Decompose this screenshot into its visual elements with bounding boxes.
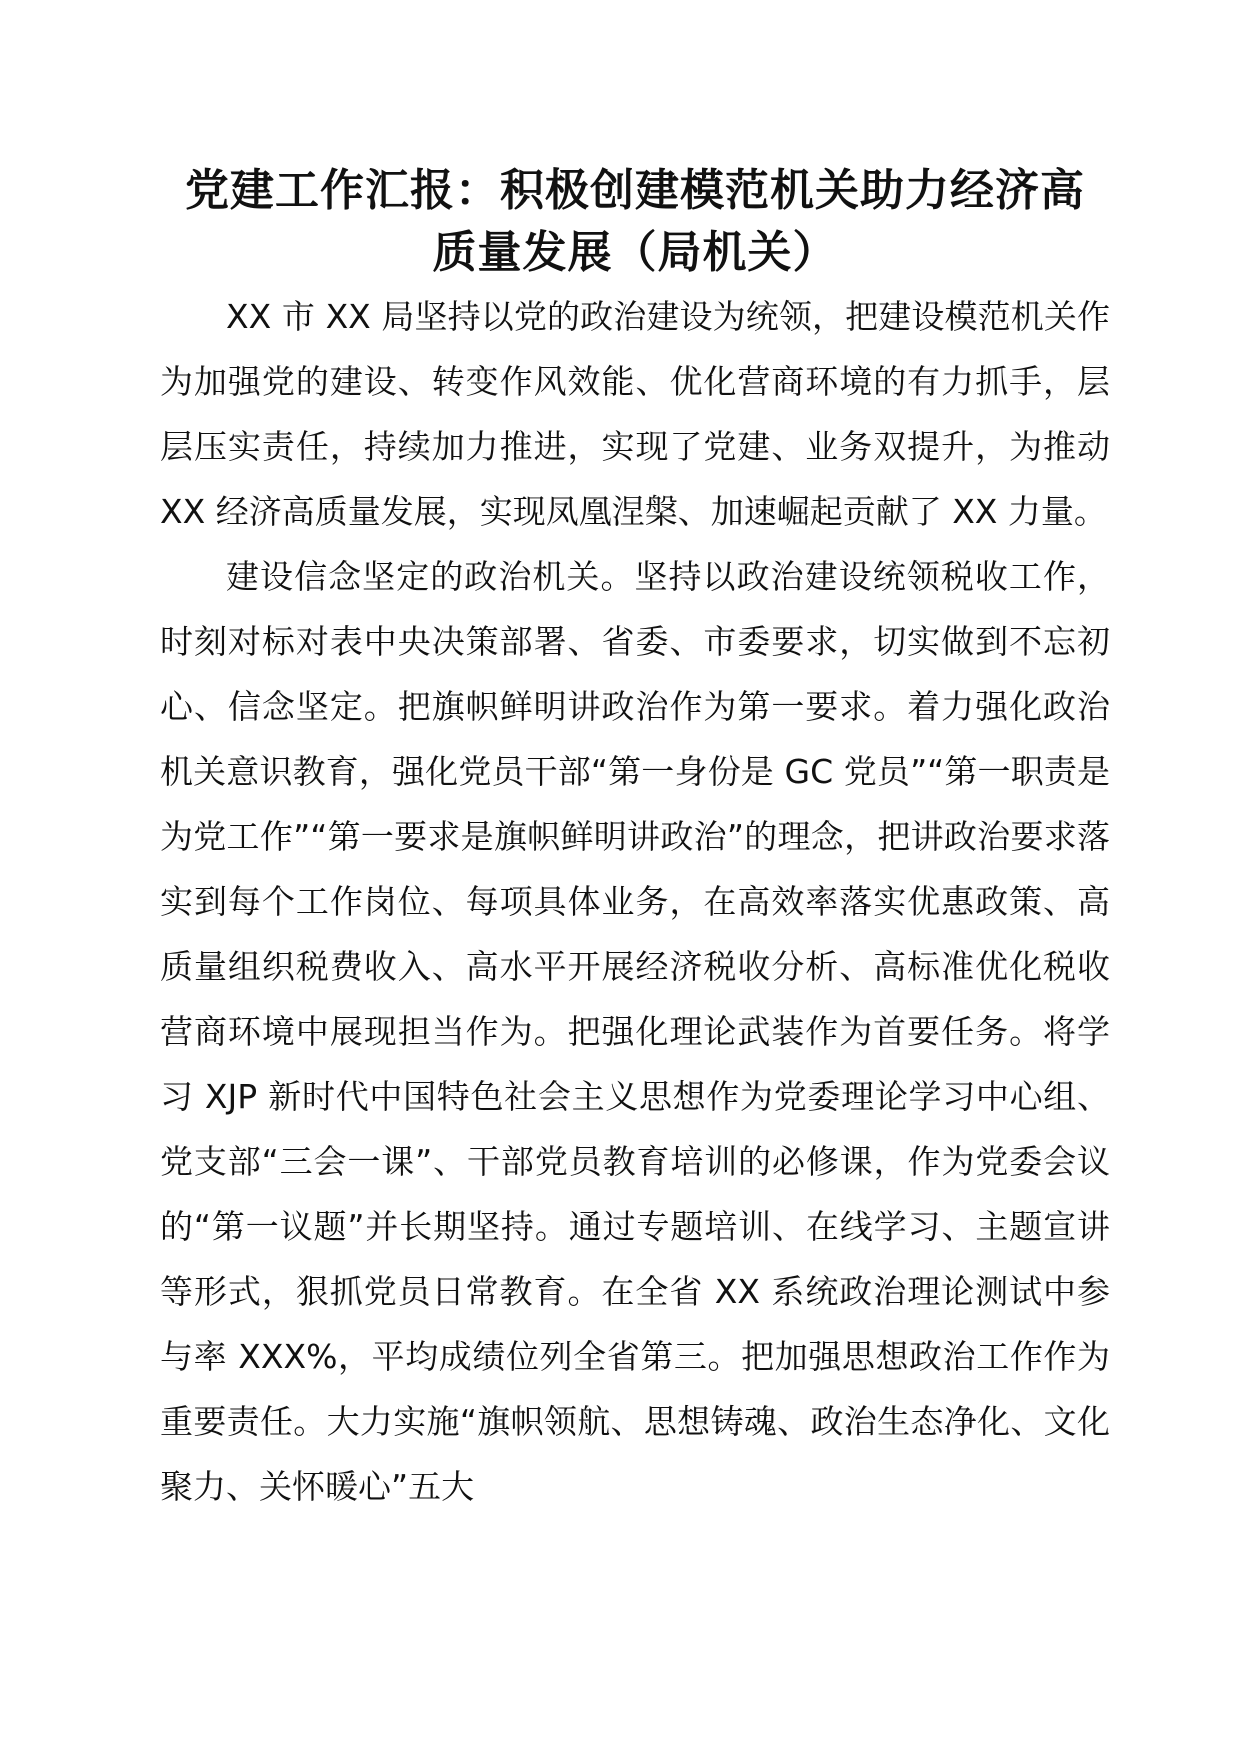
document-page: [160, 160, 1110, 1519]
document-title: [160, 160, 1110, 284]
paragraph-intro: XX 市 XX 局坚持以党的政治建设为统领，把建设模范机关作为加强党的建设、转变作风效能、优化营商环境的有力抓手，层层压实责任，持续加力推进，实现了党建、业务双提升，为推动 XX 经济高质量发展，实现凤凰涅槃、加速崛起贡献了 XX 力量。: [160, 297, 1110, 531]
title-line-1: 党建工作汇报：积极创建模范机关助力经济高: [185, 165, 1085, 216]
paragraph-political-organ: 建设信念坚定的政治机关。坚持以政治建设统领税收工作，时刻对标对表中央决策部署、省委、市委要求，切实做到不忘初心、信念坚定。把旗帜鲜明讲政治作为第一要求。着力强化政治机关意识教育，强化党员干部“第一身份是 GC 党员”“第一职责是为党工作”“第一要求是旗帜鲜明讲政治”的理念，把讲政治要求落实到每个工作岗位、每项具体业务，在高效率落实优惠政策、高质量组织税费收入、高水平开展经济税收分析、高标准优化税收营商环境中展现担当作为。把强化理论武装作为首要任务。将学习 XJP 新时代中国特色社会主义思想作为党委理论学习中心组、党支部“三会一课”、干部党员教育培训的必修课，作为党委会议的“第一议题”并长期坚持。通过专题培训、在线学习、主题宣讲等形式，狠抓党员日常教育。在全省 XX 系统政治理论测试中参与率 XXX%，平均成绩位列全省第三。把加强思想政治工作作为重要责任。大力实施“旗帜领航、思想铸魂、政治生态净化、文化聚力、关怀暖心”五大: [160, 557, 1110, 1506]
title-line-2: 质量发展（局机关）: [432, 227, 838, 278]
